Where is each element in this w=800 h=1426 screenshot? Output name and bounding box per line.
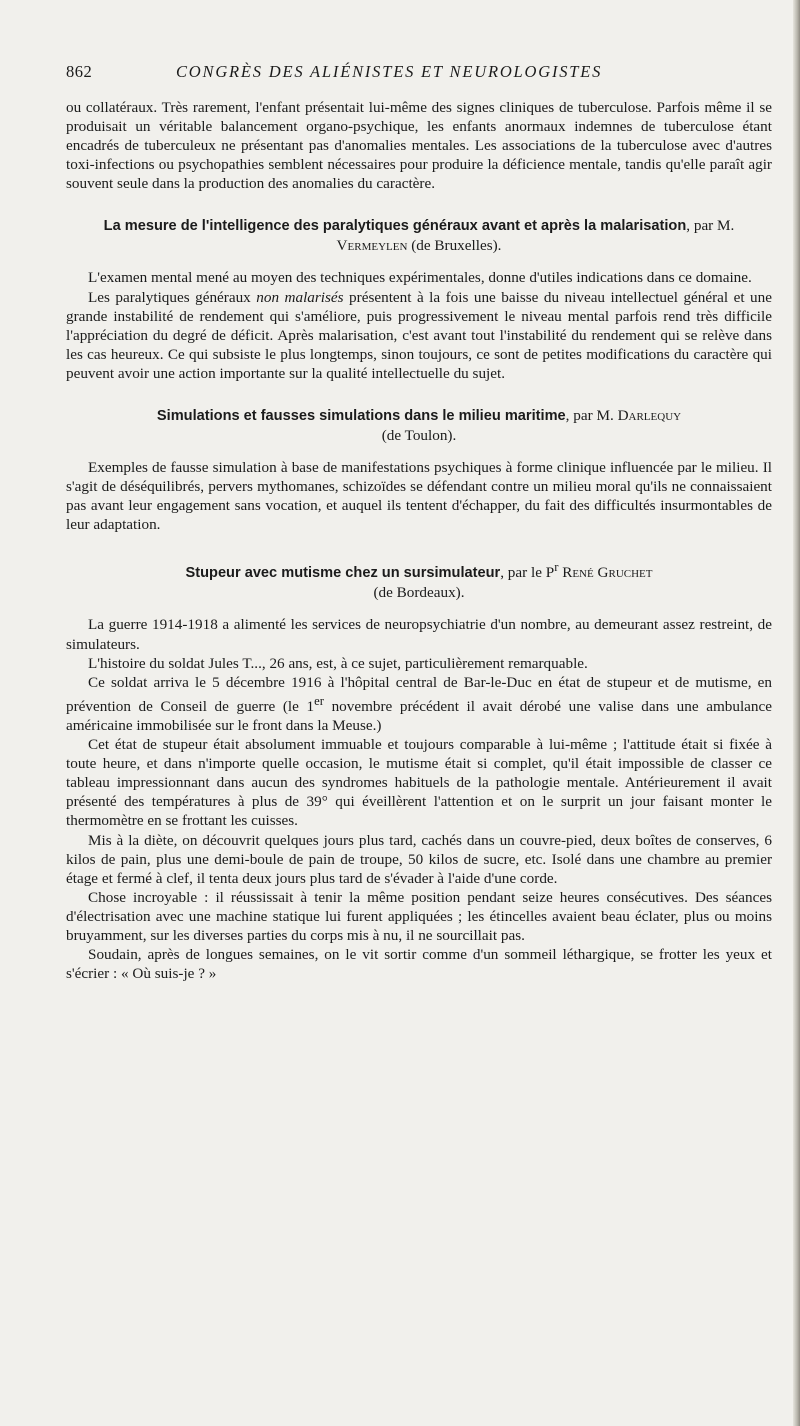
body-paragraph: L'examen mental mené au moyen des techniques expérimentales, donne d'utiles indications dans ce domaine. (88, 269, 752, 287)
section-title (88, 406, 750, 446)
page (66, 62, 772, 983)
section-byline: , par M. (565, 407, 618, 425)
text-run: Les paralytiques généraux (88, 288, 257, 306)
text-run: Ce soldat arriva le 5 décembre 1916 à l'hôpital central de Bar-le-Duc en état de stupeur et de mutisme, en prévention de Conseil de guerre (le 1 (66, 673, 772, 715)
running-header (66, 62, 772, 82)
section-author: René Gruchet (562, 564, 653, 582)
section-malarisation (66, 216, 772, 383)
section-stupeur (66, 557, 772, 983)
section-affiliation: (de Toulon). (381, 427, 457, 445)
section-affiliation: (de Bordeaux). (373, 584, 465, 602)
body-paragraph: La guerre 1914-1918 a alimenté les services de neuropsychiatrie d'un nombre, au demeurant assez restreint, de simulateurs. (66, 616, 772, 653)
body-paragraph (66, 288, 772, 383)
text-run: novembre précédent il avait dérobé une valise dans une ambulance américaine immobilisée sur le front dans la Meuse.) (66, 697, 772, 734)
text-run: présentent à la fois une baisse du niveau intellectuel général et une grande instabilité de rendement qui s'améliore, puis progressivement le niveau mental parfois rend très difficile l'appréciation du degré de déficit. Après malarisation, c'est avant tout l'instabilité du rendement qui se relève dans les cas heureux. Ce qui subsiste le plus longtemps, sinon toujours, ce sont de petites modifications du caractère qui peuvent avoir une action importante sur la qualité intellectuelle du sujet. (66, 288, 772, 382)
body-paragraph: Chose incroyable : il réussissait à tenir la même position pendant seize heures consécutives. Des séances d'électrisation avec une machine statique lui furent appliquées ; les étincelles avaient beau éclater, plus ou moins bruyamment, sur les diverses parties du corps mis à nu, il ne sourcillait pas. (66, 888, 772, 945)
section-byline: , par M. (686, 217, 735, 235)
section-affiliation: (de Bruxelles). (407, 237, 502, 255)
section-author: Vermeylen (336, 237, 408, 255)
running-title: CONGRÈS DES ALIÉNISTES ET NEUROLOGISTES (176, 62, 603, 81)
body-paragraph: Mis à la diète, on découvrit quelques jours plus tard, cachés dans un couvre-pied, deux boîtes de conserves, 6 kilos de pain, plus une demi-boule de pain de troupe, 50 kilos de sucre, etc. Isolé dans une chambre au premier étage et fermé à clef, il tenta deux jours plus tard de s'évader à l'aide d'une corde. (66, 831, 772, 887)
body-paragraph: L'histoire du soldat Jules T..., 26 ans, est, à ce sujet, particulièrement remarquable. (88, 654, 588, 672)
intro-paragraph: ou collatéraux. Très rarement, l'enfant présentait lui-même des signes cliniques de tuberculose. Parfois même il se produisait un véritable balancement organo-psychique, les enfants anormaux indemnes de tuberculose étant encadrés de tuberculeux ne présentant pas d'anomalies mentales. Les associations de la tuberculose avec d'autres toxi-infections ou psychopathies semblent nécessaires pour produire la déficience mentale, tandis qu'elle paraît agir souvent seule dans la production des anomalies du caractère. (66, 99, 772, 193)
body-paragraph (66, 673, 772, 735)
section-byline: , par le P (500, 564, 555, 582)
section-title-text: Stupeur avec mutisme chez un sursimulateur (185, 565, 501, 582)
superscript: r (554, 560, 559, 575)
section-simulations (66, 406, 772, 534)
page-edge (793, 0, 800, 1426)
emphasis-text: non malarisés (256, 288, 344, 306)
body-paragraph: Exemples de fausse simulation à base de manifestations psychiques à forme clinique influencée par le milieu. Il s'agit de déséquilibrés, pervers mythomanes, schizoïdes se défendant contre un milieu moral qu'ils ne connaissaient pas avant leur engagement sans vocation, et auquel ils tentent d'échapper, du fait des difficultés insurmontables de leur adaptation. (66, 459, 772, 534)
superscript: er (314, 693, 324, 708)
section-title-text: La mesure de l'intelligence des paralytiques généraux avant et après la malarisation (103, 218, 687, 235)
body-paragraph: Cet état de stupeur était absolument immuable et toujours comparable à lui-même ; l'attitude était si fixée à toute heure, et dans n'importe quelle occasion, le mutisme était si complet, qu'il était impossible de classer ce tableau impressionnant dans aucun des syndromes habituels de la pathologie mentale. Antérieurement il avait présenté des températures à plus de 39° qui éveillèrent l'attention et on le surprit un jour faisant monter le thermomètre en se frottant les cuisses. (66, 736, 772, 830)
section-title (88, 557, 750, 603)
section-title (88, 216, 750, 256)
body-paragraph: Soudain, après de longues semaines, on le vit sortir comme d'un sommeil léthargique, se frotter les yeux et s'écrier : « Où suis-je ? » (66, 946, 772, 983)
section-author: Darlequy (617, 407, 682, 425)
page-number: 862 (66, 62, 93, 81)
section-title-text: Simulations et fausses simulations dans le milieu maritime (156, 408, 566, 425)
